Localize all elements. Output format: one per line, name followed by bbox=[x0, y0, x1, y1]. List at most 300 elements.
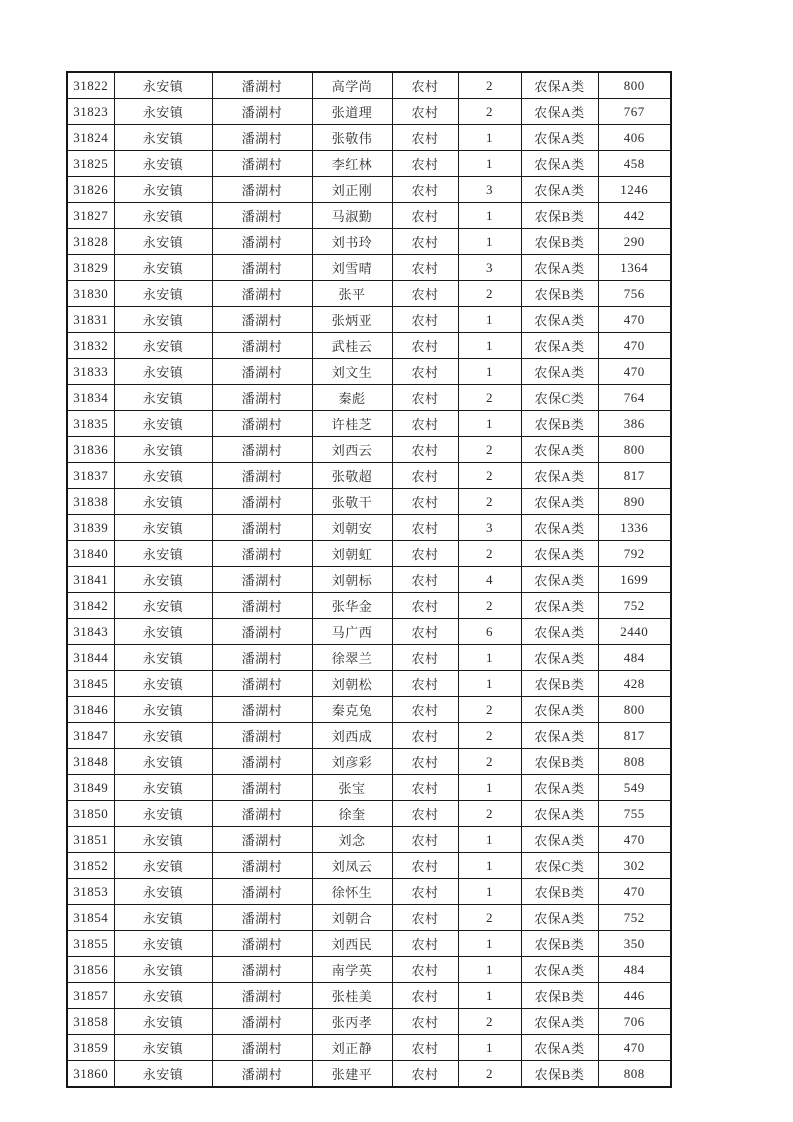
table-cell-residence-type: 农村 bbox=[392, 437, 458, 463]
table-cell-village: 潘湖村 bbox=[212, 72, 312, 99]
table-cell-residence-type: 农村 bbox=[392, 1009, 458, 1035]
table-cell-id: 31829 bbox=[67, 255, 114, 281]
table-cell-town: 永安镇 bbox=[114, 72, 212, 99]
table-cell-village: 潘湖村 bbox=[212, 463, 312, 489]
table-cell-amount: 808 bbox=[598, 1061, 671, 1088]
table-cell-insurance-type: 农保A类 bbox=[521, 125, 598, 151]
table-row bbox=[67, 281, 671, 307]
table-cell-name: 刘文生 bbox=[312, 359, 392, 385]
table-cell-person-count: 1 bbox=[458, 645, 521, 671]
table-cell-insurance-type: 农保B类 bbox=[521, 203, 598, 229]
table-cell-residence-type: 农村 bbox=[392, 281, 458, 307]
table-cell-name: 张桂美 bbox=[312, 983, 392, 1009]
table-row bbox=[67, 151, 671, 177]
table-cell-village: 潘湖村 bbox=[212, 307, 312, 333]
table-cell-id: 31856 bbox=[67, 957, 114, 983]
table-cell-insurance-type: 农保A类 bbox=[521, 801, 598, 827]
table-cell-residence-type: 农村 bbox=[392, 853, 458, 879]
table-cell-residence-type: 农村 bbox=[392, 463, 458, 489]
table-row bbox=[67, 671, 671, 697]
table-cell-village: 潘湖村 bbox=[212, 177, 312, 203]
table-cell-residence-type: 农村 bbox=[392, 359, 458, 385]
table-cell-town: 永安镇 bbox=[114, 1061, 212, 1088]
table-cell-name: 刘正静 bbox=[312, 1035, 392, 1061]
table-cell-residence-type: 农村 bbox=[392, 151, 458, 177]
table-cell-village: 潘湖村 bbox=[212, 723, 312, 749]
table-cell-residence-type: 农村 bbox=[392, 307, 458, 333]
table-cell-person-count: 2 bbox=[458, 593, 521, 619]
table-row bbox=[67, 255, 671, 281]
table-cell-id: 31836 bbox=[67, 437, 114, 463]
table-cell-name: 徐奎 bbox=[312, 801, 392, 827]
table-cell-person-count: 1 bbox=[458, 827, 521, 853]
table-row bbox=[67, 567, 671, 593]
table-cell-person-count: 1 bbox=[458, 775, 521, 801]
table-cell-name: 张敬超 bbox=[312, 463, 392, 489]
table-cell-insurance-type: 农保A类 bbox=[521, 177, 598, 203]
table-cell-village: 潘湖村 bbox=[212, 437, 312, 463]
table-cell-town: 永安镇 bbox=[114, 541, 212, 567]
table-cell-id: 31860 bbox=[67, 1061, 114, 1088]
table-cell-insurance-type: 农保A类 bbox=[521, 775, 598, 801]
table-cell-village: 潘湖村 bbox=[212, 203, 312, 229]
table-cell-town: 永安镇 bbox=[114, 827, 212, 853]
table-cell-village: 潘湖村 bbox=[212, 1035, 312, 1061]
table-cell-residence-type: 农村 bbox=[392, 749, 458, 775]
table-cell-name: 张敬伟 bbox=[312, 125, 392, 151]
table-cell-residence-type: 农村 bbox=[392, 515, 458, 541]
table-cell-amount: 470 bbox=[598, 1035, 671, 1061]
table-cell-person-count: 2 bbox=[458, 749, 521, 775]
beneficiary-table bbox=[66, 71, 672, 1088]
table-cell-id: 31859 bbox=[67, 1035, 114, 1061]
table-cell-village: 潘湖村 bbox=[212, 827, 312, 853]
table-cell-name: 张宝 bbox=[312, 775, 392, 801]
table-cell-insurance-type: 农保B类 bbox=[521, 281, 598, 307]
table-cell-insurance-type: 农保A类 bbox=[521, 99, 598, 125]
table-cell-id: 31827 bbox=[67, 203, 114, 229]
table-cell-town: 永安镇 bbox=[114, 437, 212, 463]
table-cell-id: 31847 bbox=[67, 723, 114, 749]
table-cell-residence-type: 农村 bbox=[392, 177, 458, 203]
table-cell-village: 潘湖村 bbox=[212, 671, 312, 697]
table-cell-id: 31828 bbox=[67, 229, 114, 255]
table-cell-id: 31841 bbox=[67, 567, 114, 593]
table-cell-insurance-type: 农保A类 bbox=[521, 697, 598, 723]
table-cell-village: 潘湖村 bbox=[212, 411, 312, 437]
table-cell-insurance-type: 农保B类 bbox=[521, 983, 598, 1009]
table-cell-village: 潘湖村 bbox=[212, 775, 312, 801]
table-cell-village: 潘湖村 bbox=[212, 515, 312, 541]
table-cell-amount: 800 bbox=[598, 72, 671, 99]
table-cell-amount: 706 bbox=[598, 1009, 671, 1035]
table-cell-town: 永安镇 bbox=[114, 385, 212, 411]
table-cell-id: 31849 bbox=[67, 775, 114, 801]
table-cell-village: 潘湖村 bbox=[212, 567, 312, 593]
table-cell-amount: 752 bbox=[598, 905, 671, 931]
table-cell-insurance-type: 农保C类 bbox=[521, 853, 598, 879]
table-cell-person-count: 1 bbox=[458, 1035, 521, 1061]
table-cell-person-count: 3 bbox=[458, 255, 521, 281]
table-row bbox=[67, 307, 671, 333]
table-cell-name: 刘正刚 bbox=[312, 177, 392, 203]
table-cell-insurance-type: 农保B类 bbox=[521, 1061, 598, 1088]
table-cell-id: 31852 bbox=[67, 853, 114, 879]
table-cell-id: 31835 bbox=[67, 411, 114, 437]
table-cell-person-count: 2 bbox=[458, 697, 521, 723]
table-cell-village: 潘湖村 bbox=[212, 697, 312, 723]
table-cell-village: 潘湖村 bbox=[212, 983, 312, 1009]
table-cell-amount: 470 bbox=[598, 879, 671, 905]
table-cell-residence-type: 农村 bbox=[392, 671, 458, 697]
table-cell-residence-type: 农村 bbox=[392, 72, 458, 99]
table-cell-residence-type: 农村 bbox=[392, 333, 458, 359]
table-row bbox=[67, 229, 671, 255]
table-cell-person-count: 2 bbox=[458, 281, 521, 307]
table-cell-name: 秦彪 bbox=[312, 385, 392, 411]
table-row bbox=[67, 775, 671, 801]
table-cell-village: 潘湖村 bbox=[212, 931, 312, 957]
table-cell-amount: 406 bbox=[598, 125, 671, 151]
table-row bbox=[67, 593, 671, 619]
table-cell-person-count: 2 bbox=[458, 463, 521, 489]
table-cell-town: 永安镇 bbox=[114, 801, 212, 827]
table-cell-person-count: 2 bbox=[458, 72, 521, 99]
table-cell-insurance-type: 农保A类 bbox=[521, 593, 598, 619]
table-cell-id: 31850 bbox=[67, 801, 114, 827]
table-cell-name: 徐翠兰 bbox=[312, 645, 392, 671]
table-cell-town: 永安镇 bbox=[114, 333, 212, 359]
table-row bbox=[67, 619, 671, 645]
table-cell-insurance-type: 农保A类 bbox=[521, 515, 598, 541]
table-cell-amount: 290 bbox=[598, 229, 671, 255]
table-cell-person-count: 2 bbox=[458, 1009, 521, 1035]
table-row bbox=[67, 463, 671, 489]
table-row bbox=[67, 697, 671, 723]
table-cell-person-count: 2 bbox=[458, 723, 521, 749]
table-cell-person-count: 1 bbox=[458, 203, 521, 229]
table-cell-village: 潘湖村 bbox=[212, 99, 312, 125]
table-row bbox=[67, 177, 671, 203]
table-cell-id: 31848 bbox=[67, 749, 114, 775]
table-cell-person-count: 2 bbox=[458, 801, 521, 827]
table-cell-village: 潘湖村 bbox=[212, 385, 312, 411]
table-cell-person-count: 1 bbox=[458, 879, 521, 905]
table-cell-residence-type: 农村 bbox=[392, 1061, 458, 1088]
table-cell-insurance-type: 农保B类 bbox=[521, 879, 598, 905]
table-cell-town: 永安镇 bbox=[114, 1035, 212, 1061]
table-cell-person-count: 1 bbox=[458, 151, 521, 177]
table-cell-town: 永安镇 bbox=[114, 671, 212, 697]
table-cell-village: 潘湖村 bbox=[212, 151, 312, 177]
table-cell-residence-type: 农村 bbox=[392, 255, 458, 281]
table-cell-name: 刘西云 bbox=[312, 437, 392, 463]
table-cell-residence-type: 农村 bbox=[392, 697, 458, 723]
table-cell-person-count: 3 bbox=[458, 177, 521, 203]
table-cell-insurance-type: 农保A类 bbox=[521, 437, 598, 463]
table-cell-residence-type: 农村 bbox=[392, 983, 458, 1009]
table-cell-person-count: 3 bbox=[458, 515, 521, 541]
table-cell-insurance-type: 农保C类 bbox=[521, 385, 598, 411]
table-cell-town: 永安镇 bbox=[114, 229, 212, 255]
table-cell-name: 张敬干 bbox=[312, 489, 392, 515]
table-cell-village: 潘湖村 bbox=[212, 1061, 312, 1088]
table-cell-town: 永安镇 bbox=[114, 957, 212, 983]
table-cell-insurance-type: 农保A类 bbox=[521, 151, 598, 177]
table-cell-name: 刘西成 bbox=[312, 723, 392, 749]
table-cell-insurance-type: 农保A类 bbox=[521, 463, 598, 489]
table-cell-town: 永安镇 bbox=[114, 151, 212, 177]
table-cell-id: 31840 bbox=[67, 541, 114, 567]
table-cell-residence-type: 农村 bbox=[392, 879, 458, 905]
table-cell-residence-type: 农村 bbox=[392, 723, 458, 749]
table-cell-insurance-type: 农保A类 bbox=[521, 307, 598, 333]
table-cell-person-count: 4 bbox=[458, 567, 521, 593]
table-row bbox=[67, 1061, 671, 1088]
table-cell-residence-type: 农村 bbox=[392, 411, 458, 437]
table-cell-id: 31854 bbox=[67, 905, 114, 931]
table-cell-name: 张建平 bbox=[312, 1061, 392, 1088]
table-row bbox=[67, 827, 671, 853]
table-cell-id: 31826 bbox=[67, 177, 114, 203]
table-cell-town: 永安镇 bbox=[114, 359, 212, 385]
table-row bbox=[67, 905, 671, 931]
table-cell-village: 潘湖村 bbox=[212, 281, 312, 307]
table-cell-town: 永安镇 bbox=[114, 723, 212, 749]
table-row bbox=[67, 515, 671, 541]
table-cell-town: 永安镇 bbox=[114, 775, 212, 801]
table-cell-insurance-type: 农保A类 bbox=[521, 333, 598, 359]
table-cell-village: 潘湖村 bbox=[212, 619, 312, 645]
table-cell-town: 永安镇 bbox=[114, 697, 212, 723]
table-row bbox=[67, 1009, 671, 1035]
table-cell-amount: 767 bbox=[598, 99, 671, 125]
table-cell-person-count: 2 bbox=[458, 489, 521, 515]
table-cell-residence-type: 农村 bbox=[392, 489, 458, 515]
table-cell-insurance-type: 农保A类 bbox=[521, 72, 598, 99]
table-cell-person-count: 2 bbox=[458, 99, 521, 125]
table-cell-village: 潘湖村 bbox=[212, 1009, 312, 1035]
table-cell-insurance-type: 农保B类 bbox=[521, 671, 598, 697]
table-row bbox=[67, 1035, 671, 1061]
table-cell-name: 秦克兔 bbox=[312, 697, 392, 723]
table-cell-id: 31843 bbox=[67, 619, 114, 645]
table-cell-residence-type: 农村 bbox=[392, 905, 458, 931]
table-cell-amount: 350 bbox=[598, 931, 671, 957]
table-row bbox=[67, 411, 671, 437]
table-cell-town: 永安镇 bbox=[114, 749, 212, 775]
table-cell-person-count: 2 bbox=[458, 1061, 521, 1088]
table-row bbox=[67, 723, 671, 749]
table-cell-amount: 549 bbox=[598, 775, 671, 801]
table-cell-name: 武桂云 bbox=[312, 333, 392, 359]
table-cell-amount: 1364 bbox=[598, 255, 671, 281]
table-cell-village: 潘湖村 bbox=[212, 879, 312, 905]
table-cell-name: 刘朝安 bbox=[312, 515, 392, 541]
table-cell-insurance-type: 农保A类 bbox=[521, 619, 598, 645]
table-cell-residence-type: 农村 bbox=[392, 593, 458, 619]
table-row bbox=[67, 385, 671, 411]
table-row bbox=[67, 801, 671, 827]
table-row bbox=[67, 203, 671, 229]
table-cell-town: 永安镇 bbox=[114, 593, 212, 619]
table-cell-id: 31825 bbox=[67, 151, 114, 177]
table-cell-amount: 484 bbox=[598, 645, 671, 671]
table-row bbox=[67, 879, 671, 905]
table-cell-id: 31857 bbox=[67, 983, 114, 1009]
table-cell-village: 潘湖村 bbox=[212, 853, 312, 879]
table-cell-person-count: 1 bbox=[458, 853, 521, 879]
table-cell-name: 许桂芝 bbox=[312, 411, 392, 437]
table-cell-person-count: 1 bbox=[458, 931, 521, 957]
table-cell-village: 潘湖村 bbox=[212, 359, 312, 385]
table-cell-amount: 470 bbox=[598, 827, 671, 853]
table-cell-id: 31823 bbox=[67, 99, 114, 125]
table-cell-residence-type: 农村 bbox=[392, 619, 458, 645]
table-cell-id: 31822 bbox=[67, 72, 114, 99]
table-cell-residence-type: 农村 bbox=[392, 229, 458, 255]
table-row bbox=[67, 983, 671, 1009]
table-cell-town: 永安镇 bbox=[114, 983, 212, 1009]
table-cell-village: 潘湖村 bbox=[212, 333, 312, 359]
table-cell-name: 徐怀生 bbox=[312, 879, 392, 905]
table-cell-id: 31838 bbox=[67, 489, 114, 515]
table-cell-village: 潘湖村 bbox=[212, 229, 312, 255]
table-cell-id: 31834 bbox=[67, 385, 114, 411]
table-cell-town: 永安镇 bbox=[114, 931, 212, 957]
table-cell-person-count: 2 bbox=[458, 541, 521, 567]
table-cell-name: 刘凤云 bbox=[312, 853, 392, 879]
table-cell-residence-type: 农村 bbox=[392, 125, 458, 151]
table-row bbox=[67, 645, 671, 671]
table-cell-person-count: 2 bbox=[458, 385, 521, 411]
table-cell-town: 永安镇 bbox=[114, 905, 212, 931]
table-cell-residence-type: 农村 bbox=[392, 931, 458, 957]
table-cell-village: 潘湖村 bbox=[212, 801, 312, 827]
table-row bbox=[67, 437, 671, 463]
table-cell-amount: 764 bbox=[598, 385, 671, 411]
table-cell-residence-type: 农村 bbox=[392, 541, 458, 567]
table-cell-residence-type: 农村 bbox=[392, 385, 458, 411]
table-cell-person-count: 6 bbox=[458, 619, 521, 645]
table-cell-id: 31851 bbox=[67, 827, 114, 853]
table-cell-person-count: 1 bbox=[458, 333, 521, 359]
table-cell-insurance-type: 农保A类 bbox=[521, 489, 598, 515]
table-cell-name: 张华金 bbox=[312, 593, 392, 619]
table-cell-town: 永安镇 bbox=[114, 853, 212, 879]
table-cell-town: 永安镇 bbox=[114, 515, 212, 541]
table-cell-insurance-type: 农保A类 bbox=[521, 1035, 598, 1061]
table-cell-insurance-type: 农保A类 bbox=[521, 905, 598, 931]
table-cell-town: 永安镇 bbox=[114, 125, 212, 151]
table-cell-amount: 792 bbox=[598, 541, 671, 567]
table-cell-town: 永安镇 bbox=[114, 177, 212, 203]
table-cell-amount: 386 bbox=[598, 411, 671, 437]
table-row bbox=[67, 99, 671, 125]
table-cell-amount: 428 bbox=[598, 671, 671, 697]
table-cell-name: 张平 bbox=[312, 281, 392, 307]
table-cell-insurance-type: 农保A类 bbox=[521, 723, 598, 749]
table-row bbox=[67, 489, 671, 515]
table-cell-id: 31858 bbox=[67, 1009, 114, 1035]
table-cell-name: 张道理 bbox=[312, 99, 392, 125]
table-cell-town: 永安镇 bbox=[114, 99, 212, 125]
table-cell-town: 永安镇 bbox=[114, 1009, 212, 1035]
table-cell-id: 31831 bbox=[67, 307, 114, 333]
table-cell-residence-type: 农村 bbox=[392, 957, 458, 983]
table-cell-person-count: 1 bbox=[458, 957, 521, 983]
table-cell-name: 刘朝标 bbox=[312, 567, 392, 593]
table-cell-amount: 1246 bbox=[598, 177, 671, 203]
table-cell-name: 李红林 bbox=[312, 151, 392, 177]
table-cell-name: 南学英 bbox=[312, 957, 392, 983]
table-cell-amount: 442 bbox=[598, 203, 671, 229]
table-cell-person-count: 1 bbox=[458, 671, 521, 697]
table-cell-residence-type: 农村 bbox=[392, 827, 458, 853]
table-cell-person-count: 1 bbox=[458, 359, 521, 385]
table-cell-name: 马广西 bbox=[312, 619, 392, 645]
table-cell-person-count: 2 bbox=[458, 905, 521, 931]
table-cell-insurance-type: 农保A类 bbox=[521, 359, 598, 385]
table-row bbox=[67, 541, 671, 567]
table-cell-id: 31844 bbox=[67, 645, 114, 671]
table-cell-id: 31830 bbox=[67, 281, 114, 307]
table-cell-insurance-type: 农保B类 bbox=[521, 411, 598, 437]
table-cell-amount: 890 bbox=[598, 489, 671, 515]
table-cell-town: 永安镇 bbox=[114, 281, 212, 307]
table-cell-town: 永安镇 bbox=[114, 307, 212, 333]
table-cell-village: 潘湖村 bbox=[212, 905, 312, 931]
table-cell-id: 31824 bbox=[67, 125, 114, 151]
table-cell-amount: 1336 bbox=[598, 515, 671, 541]
table-row bbox=[67, 853, 671, 879]
table-cell-id: 31855 bbox=[67, 931, 114, 957]
table-cell-village: 潘湖村 bbox=[212, 593, 312, 619]
table-cell-town: 永安镇 bbox=[114, 489, 212, 515]
table-cell-residence-type: 农村 bbox=[392, 1035, 458, 1061]
table-cell-id: 31837 bbox=[67, 463, 114, 489]
table-cell-residence-type: 农村 bbox=[392, 775, 458, 801]
table-cell-id: 31845 bbox=[67, 671, 114, 697]
table-cell-residence-type: 农村 bbox=[392, 203, 458, 229]
table-cell-amount: 800 bbox=[598, 437, 671, 463]
table-cell-amount: 458 bbox=[598, 151, 671, 177]
table-cell-insurance-type: 农保B类 bbox=[521, 931, 598, 957]
table-cell-person-count: 1 bbox=[458, 125, 521, 151]
table-cell-residence-type: 农村 bbox=[392, 567, 458, 593]
table-row bbox=[67, 359, 671, 385]
table-cell-person-count: 1 bbox=[458, 307, 521, 333]
table-row bbox=[67, 749, 671, 775]
table-row bbox=[67, 72, 671, 99]
table-cell-person-count: 2 bbox=[458, 437, 521, 463]
table-cell-name: 刘西民 bbox=[312, 931, 392, 957]
table-cell-town: 永安镇 bbox=[114, 463, 212, 489]
table-cell-name: 刘朝合 bbox=[312, 905, 392, 931]
table-row bbox=[67, 333, 671, 359]
table-cell-village: 潘湖村 bbox=[212, 957, 312, 983]
table-cell-amount: 470 bbox=[598, 307, 671, 333]
table-cell-insurance-type: 农保A类 bbox=[521, 645, 598, 671]
table-cell-village: 潘湖村 bbox=[212, 489, 312, 515]
table-cell-name: 刘雪晴 bbox=[312, 255, 392, 281]
table-cell-amount: 800 bbox=[598, 697, 671, 723]
table-row bbox=[67, 957, 671, 983]
table-cell-residence-type: 农村 bbox=[392, 99, 458, 125]
table-cell-id: 31832 bbox=[67, 333, 114, 359]
table-cell-id: 31842 bbox=[67, 593, 114, 619]
table-cell-name: 马淑勤 bbox=[312, 203, 392, 229]
